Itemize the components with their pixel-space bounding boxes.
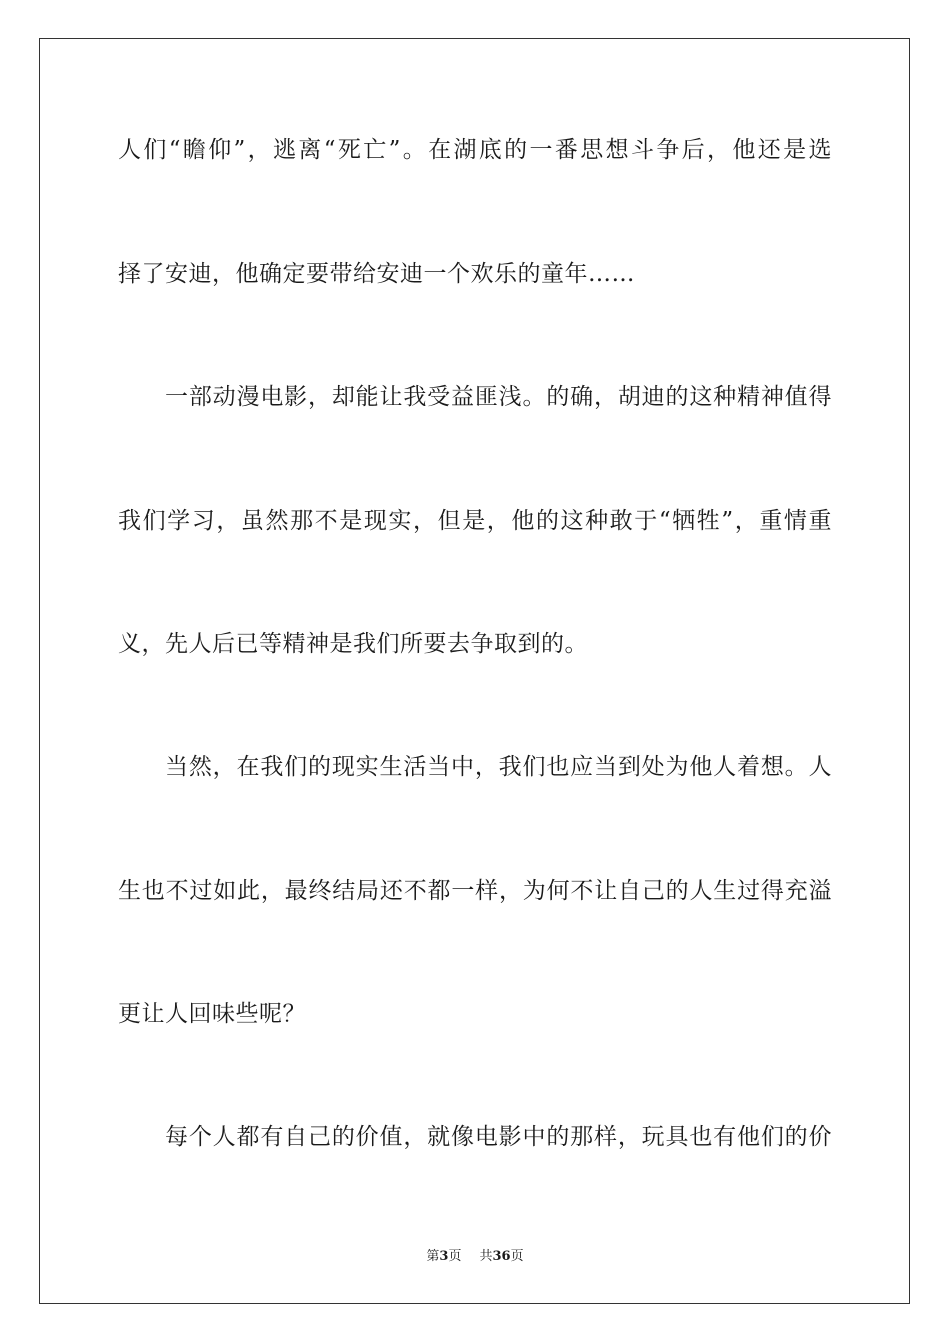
page-suffix: 页: [448, 1249, 462, 1264]
text-line-6: 当然，在我们的现实生活当中，我们也应当到处为他人着想。人: [165, 754, 832, 780]
text-line-7: 生也不过如此，最终结局还不都一样，为何不让自己的人生过得充溢: [118, 878, 832, 904]
page-border: [39, 38, 910, 1304]
text-line-9: 每个人都有自己的价值，就像电影中的那样，玩具也有他们的价: [165, 1124, 832, 1150]
text-line-3: 一部动漫电影，却能让我受益匪浅。的确，胡迪的这种精神值得: [165, 384, 832, 410]
text-line-2: 择了安迪，他确定要带给安迪一个欢乐的童年……: [118, 261, 635, 287]
page-number: 3: [439, 1249, 449, 1264]
text-line-8: 更让人回味些呢？: [118, 1001, 306, 1027]
total-pages: 36: [492, 1249, 511, 1264]
page-footer: [0, 1248, 950, 1266]
text-line-5: 义，先人后已等精神是我们所要去争取到的。: [118, 631, 588, 657]
total-suffix: 页: [510, 1249, 524, 1264]
page-prefix: 第: [426, 1249, 440, 1264]
total-prefix: 共: [479, 1249, 493, 1264]
text-line-1: 人们“瞻仰”，逃离“死亡”。在湖底的一番思想斗争后，他还是选: [118, 137, 832, 163]
text-line-4: 我们学习，虽然那不是现实，但是，他的这种敢于“牺牲”，重情重: [118, 508, 832, 534]
